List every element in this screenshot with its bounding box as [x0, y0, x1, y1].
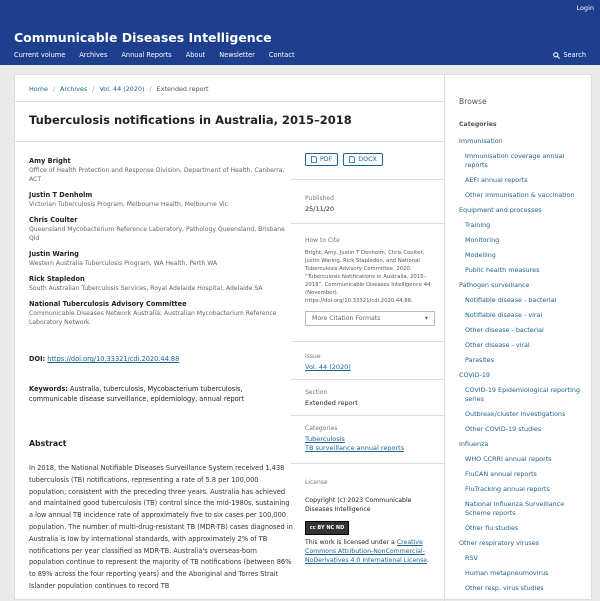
sidebar-subcategory[interactable]: AEFI annual reports: [465, 176, 528, 184]
sidebar-subcategory[interactable]: Public health measures: [465, 266, 540, 274]
sidebar-subcategory[interactable]: Immunisation coverage annual reports: [465, 152, 565, 169]
author-name: Chris Coulter: [29, 216, 78, 224]
copyright-text: Copyright (c) 2023 Communicable Diseases Intelligence: [305, 497, 412, 513]
sidebar-categories-label: Categories: [459, 121, 497, 128]
sidebar-category[interactable]: COVID-19: [459, 371, 490, 379]
breadcrumb-separator: /: [52, 85, 56, 93]
details-divider: [291, 463, 445, 464]
sidebar-subcategory[interactable]: National Influenza Surveillance Scheme reports: [465, 500, 565, 517]
nav-annual-reports[interactable]: Annual Reports: [121, 51, 172, 59]
details-divider: [291, 415, 445, 416]
sidebar-subcategory[interactable]: Modelling: [465, 251, 496, 259]
sidebar-category[interactable]: Influenza: [459, 440, 489, 448]
breadcrumb-volume[interactable]: Vol. 44 (2020): [99, 85, 145, 93]
author-name: Rick Stapledon: [29, 275, 85, 283]
cc-license-badge: cc BY NC ND: [305, 521, 349, 535]
license-prefix: This work is licensed under a: [305, 539, 397, 546]
article-main: [15, 75, 445, 601]
keywords: [29, 385, 289, 404]
author-affiliation: Western Australia Tuberculosis Program, WA Health, Perth WA: [29, 260, 218, 267]
sidebar-subcategory[interactable]: RSV: [465, 554, 478, 562]
sidebar-title: Browse: [459, 97, 487, 106]
published-date: 25/11/20: [305, 205, 335, 213]
issue-label: Issue: [305, 353, 321, 360]
license-link[interactable]: Creative Commons Attribution-NonCommercial-NoDerivatives 4.0 International License: [305, 539, 428, 564]
abstract-title: Abstract: [29, 439, 67, 448]
citation-format-select[interactable]: [305, 311, 435, 326]
section-block: [305, 389, 358, 408]
sidebar-subcategory[interactable]: Human metapneumovirus: [465, 569, 549, 577]
author-entry: [29, 157, 289, 184]
issue-block: [305, 353, 351, 372]
search-button[interactable]: [553, 51, 586, 59]
author-name: Justin Waring: [29, 250, 79, 258]
doi-link[interactable]: https://doi.org/10.33321/cdi.2020.44.88: [47, 355, 180, 363]
author-name: Amy Bright: [29, 157, 71, 165]
category-link[interactable]: Tuberculosis: [305, 435, 345, 443]
nav-newsletter[interactable]: Newsletter: [219, 51, 255, 59]
galley-links: [305, 153, 383, 166]
section-label: Section: [305, 389, 328, 396]
citation-format-label: More Citation Formats: [312, 315, 381, 322]
sidebar-subcategory[interactable]: Notifiable disease - bacterial: [465, 296, 557, 304]
search-icon: [553, 52, 560, 59]
sidebar-category[interactable]: Pathogen surveillance: [459, 281, 530, 289]
author-affiliation: Communicable Diseases Network Australia; Australian Mycobacterium Reference Laboratory Network: [29, 310, 277, 326]
file-icon: [349, 156, 355, 163]
author-entry: [29, 216, 289, 243]
cc-badge-link[interactable]: [305, 521, 439, 535]
docx-label: DOCX: [358, 156, 377, 163]
sidebar-subcategory[interactable]: Training: [465, 221, 491, 229]
page-title: Tuberculosis notifications in Australia, 2015–2018: [29, 113, 352, 127]
license-statement: [305, 538, 439, 565]
pdf-button[interactable]: [305, 153, 338, 166]
doi-line: [29, 355, 179, 363]
search-label: Search: [563, 51, 586, 59]
breadcrumb-current: Extended report: [156, 85, 209, 93]
nav-current-volume[interactable]: Current volume: [14, 51, 66, 59]
categories-label: Categories: [305, 425, 338, 432]
breadcrumb-archives[interactable]: Archives: [60, 85, 88, 93]
browse-sidebar: [445, 75, 593, 601]
keywords-label: Keywords:: [29, 385, 68, 393]
doi-label: DOI:: [29, 355, 46, 363]
breadcrumb-separator: /: [92, 85, 95, 93]
author-entry: [29, 191, 289, 209]
details-divider: [291, 379, 445, 380]
author-entry: [29, 250, 289, 268]
sidebar-subcategory[interactable]: Notifiable disease - viral: [465, 311, 543, 319]
cite-label: How to Cite: [305, 237, 340, 244]
citation-block: [305, 237, 437, 326]
sidebar-subcategory[interactable]: Monitoring: [465, 236, 500, 244]
details-divider: [291, 179, 445, 180]
sidebar-category[interactable]: Other respiratory viruses: [459, 539, 539, 547]
sidebar-category[interactable]: Immunisation: [459, 137, 503, 145]
details-divider: [291, 223, 445, 224]
author-entry: [29, 300, 289, 327]
author-affiliation: Queensland Mycobacterium Reference Laboratory, Pathology Queensland, Brisbane Qld: [29, 226, 285, 242]
license-block: [305, 479, 439, 565]
nav-contact[interactable]: Contact: [268, 51, 295, 59]
sidebar-subcategory[interactable]: Other flu studies: [465, 524, 519, 532]
login-link[interactable]: Login: [576, 4, 594, 12]
category-link[interactable]: TB surveillance annual reports: [305, 444, 405, 452]
site-header: [0, 0, 600, 65]
sidebar-subcategory[interactable]: FluCAN annual reports: [465, 470, 537, 478]
author-affiliation: Office of Health Protection and Response Division, Department of Health, Canberra, ACT: [29, 167, 285, 183]
author-name: National Tuberculosis Advisory Committee: [29, 300, 187, 308]
nav-about[interactable]: About: [185, 51, 206, 59]
sidebar-category[interactable]: Equipment and processes: [459, 206, 542, 214]
issue-link[interactable]: Vol. 44 (2020): [305, 363, 351, 371]
page-container: [14, 74, 592, 600]
category-list: [459, 137, 589, 599]
author-entry: [29, 275, 289, 293]
file-icon: [311, 156, 317, 163]
keywords-value: Australia, tuberculosis, Mycobacterium tuberculosis, communicable disease surveillance, epidemiology, annual report: [29, 385, 244, 403]
breadcrumb-divider: [15, 101, 445, 102]
citation-text: Bright, Amy, Justin T Denholm, Chris Coulter, Justin Waring, Rick Stapledon, and National Tuberculosis Advisory Committee. 2020. “Tuberculosis Notifications in Australia, 2015–2018”. Communicable Diseases Intelligence 44 (November). https://doi.org/10.33321/cdi.2020.44.88.: [305, 250, 431, 304]
sidebar-subcategory[interactable]: Parasites: [465, 356, 494, 364]
published-label: Published: [305, 195, 334, 202]
license-label: License: [305, 479, 328, 486]
abstract-text: In 2018, the National Notifiable Diseases Surveillance System received 1,438 tuberculosis (TB) notifications, representing a rate of 5.8 per 100,000 population, consistent with the preceding three years. Australia has achieved and maintained good tuberculosis (TB) control since the mid-1980s, sustaining a low annual TB incidence rate of approximately five to six cases per 100,000 population. The number of multi-drug-resistant TB (MDR-TB) cases diagnosed in Australia is low by international standards, with approximately 2% of TB notifications per year classified as MDR-TB. Australia's overseas-born population continue to represent the majority of TB notifications (between 86% to 89% across the four reporting years) and the Aboriginal and Torres Strait Islander population continues to record TB: [29, 464, 293, 590]
sidebar-subcategory[interactable]: COVID-19 Epidemiological reporting series: [465, 386, 580, 403]
published-block: [305, 195, 334, 214]
title-divider: [15, 141, 445, 142]
site-title[interactable]: Communicable Diseases Intelligence: [14, 30, 272, 45]
breadcrumb-separator: /: [149, 85, 152, 93]
sidebar-subcategory[interactable]: Other disease - bacterial: [465, 326, 544, 334]
sidebar-subcategory[interactable]: Other COVID-19 studies: [465, 425, 542, 433]
section-value: Extended report: [305, 399, 358, 407]
author-affiliation: Victorian Tuberculosis Program, Melbourne Health, Melbourne Vic: [29, 201, 228, 208]
categories-block: [305, 425, 404, 453]
sidebar-subcategory[interactable]: Outbreak/cluster investigations: [465, 410, 566, 418]
sidebar-subcategory[interactable]: WHO CCRRI annual reports: [465, 455, 552, 463]
nav-archives[interactable]: Archives: [79, 51, 108, 59]
docx-button[interactable]: [343, 153, 383, 166]
license-suffix: .: [427, 557, 430, 564]
author-name: Justin T Denholm: [29, 191, 93, 199]
sidebar-subcategory[interactable]: Other resp. virus studies: [465, 584, 544, 592]
pdf-label: PDF: [320, 156, 333, 163]
author-list: [29, 157, 289, 334]
author-affiliation: South Australian Tuberculosis Services, Royal Adelaide Hospital, Adelaide SA: [29, 285, 263, 292]
chevron-down-icon: ▾: [424, 315, 428, 322]
sidebar-subcategory[interactable]: FluTracking annual reports: [465, 485, 550, 493]
main-nav: [14, 51, 295, 59]
breadcrumb-home[interactable]: Home: [29, 85, 48, 93]
sidebar-subcategory[interactable]: Other immunisation & vaccination: [465, 191, 575, 199]
sidebar-subcategory[interactable]: Other disease - viral: [465, 341, 530, 349]
breadcrumb: [29, 85, 209, 93]
details-divider: [291, 341, 445, 342]
